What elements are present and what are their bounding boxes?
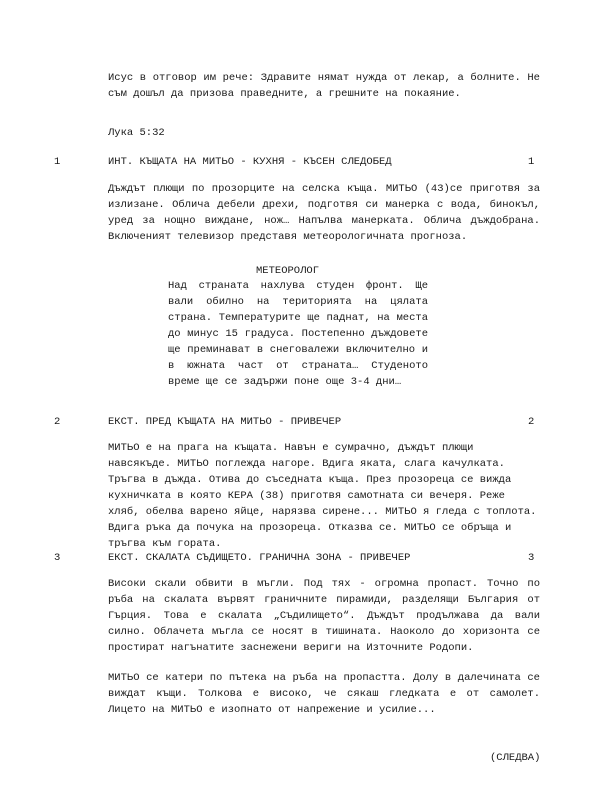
scene-1-action: Дъждът плющи по прозорците на селска къща. МИТЬО (43)се приготвя за излизане. Облича дебели дрехи, подготвя си манерка с вода, бинокъл, уред за нощно виждане, нож… Напълва манерката. Облича дъждобрана. Включеният телевизор представя метеорологичната прогноза. [108, 183, 540, 243]
continued-marker: (СЛЕДВА) [490, 752, 541, 764]
scene-3-action-2: МИТЬО се катери по пътека на ръба на пропастта. Долу в далечината се виждат къщи. Толкова е високо, че сякаш гледката е от самолет. Лицето на МИТЬО е изопнато от напрежение и усилие... [108, 672, 540, 716]
scene-1-number-right: 1 [528, 156, 535, 168]
scene-3-number-right: 3 [528, 552, 535, 564]
scene-1-heading: ИНТ. КЪЩАТА НА МИТЬО - КУХНЯ - КЪСЕН СЛЕДОБЕД [108, 156, 392, 168]
scene-2-heading: ЕКСТ. ПРЕД КЪЩАТА НА МИТЬО - ПРИВЕЧЕР [108, 416, 342, 428]
scene-3-heading: ЕКСТ. СКАЛАТА СЪДИЩЕТО. ГРАНИЧНА ЗОНА - ПРИВЕЧЕР [108, 552, 411, 564]
dialogue-text: Над страната нахлува студен фронт. Ще вали обилно на територията на цялата страна. Температурите ще паднат, на места до минус 15 градуса. Постепенно дъждовете ще преминават в снеговалежи включително и в южната част от страната… Студеното време ще се задържи поне още 3-4 дни… [168, 280, 428, 388]
scene-2-action: МИТЬО е на прага на къщата. Навън е сумрачно, дъждът плющи навсякъде. МИТЬО поглежда нагоре. Вдига яката, слага качулката. Тръгва в дъжда. Отива до съседната къща. През прозореца се вижда кухничката в която КЕРА (38) приготвя самотната си вечеря. Реже хляб, обелва варено яйце, нарязва сирене... МИТЬО я гледа с топлота. Вдига ръка да почука на прозореца. Отказва се. МИТЬО се обръща и тръгва към гората. [108, 442, 537, 550]
epigraph-source: Лука 5:32 [108, 127, 165, 139]
character-name: МЕТЕОРОЛОГ [256, 265, 320, 277]
epigraph-text: Исус в отговор им рече: Здравите нямат нужда от лекар, а болните. Не съм дошъл да призова праведните, а грешните на покаяние. [108, 72, 540, 100]
scene-1-number-left: 1 [54, 156, 61, 168]
scene-3-number-left: 3 [54, 552, 61, 564]
scene-3-action-1: Високи скали обвити в мъгли. Под тях - огромна пропаст. Точно по ръба на скалата вървят граничните пирамиди, разделящи България от Гърция. Това е скалата „Съдилището“. Дъждът продължава да вали силно. Облачета мъгла се носят в тишината. Наоколо до хоризонта се простират нагънатите заснежени вериги на Източните Родопи. [108, 578, 540, 654]
scene-2-number-right: 2 [528, 416, 535, 428]
scene-2-number-left: 2 [54, 416, 61, 428]
